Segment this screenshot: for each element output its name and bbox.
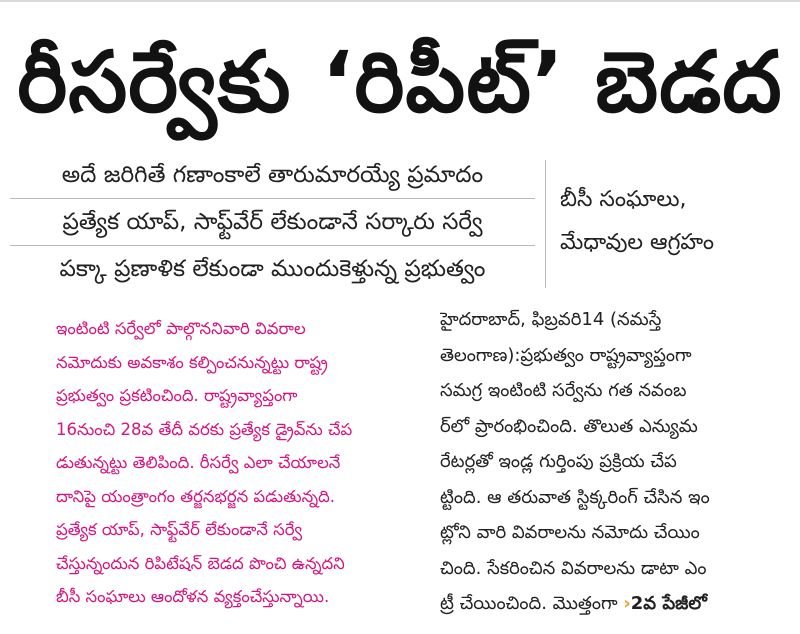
side-kicker-line-2: మేధావుల ఆగ్రహం xyxy=(560,230,715,255)
highlight-line: ప్రత్యేక యాప్, సాఫ్ట్‌వేర్ లేకుండానే సర్వే xyxy=(56,520,303,539)
sub-headline-1: అదే జరిగితే గణాంకాలే తారుమారయ్యే ప్రమాదం xyxy=(61,162,484,188)
body-line: ర్‌లో ప్రారంభించింది. తొలుత ఎన్యుమ xyxy=(440,415,698,437)
body-line: హైదరాబాద్, ఫిబ్రవరి14 (నమస్తే xyxy=(440,309,662,330)
highlight-line: చేస్తున్నందున రిపిటేషన్ బెడద పొంచి ఉన్నదని xyxy=(56,553,345,573)
sub-headline-block xyxy=(0,152,545,292)
highlight-line: ఇంటింటి సర్వేలో పాల్గొననివారి వివరాల xyxy=(56,319,306,338)
body-line: చింది. సేకరించిన వివరాలను డాటా ఎం xyxy=(440,557,707,579)
headline: రీసర్వేకు ‘రిపీట్’ బెడద xyxy=(17,33,783,131)
highlight-line: దానిపై యంత్రాంగం తర్జనభర్జన పడుతున్నది. xyxy=(56,486,336,506)
sub-headline-2: ప్రత్యేక యాప్, సాఫ్ట్‌వేర్ లేకుండానే సర్కారు సర్వే xyxy=(62,209,483,235)
body-line: ట్లోని వారి వివరాలను నమోదు చేయిం xyxy=(440,522,700,543)
chevron-right-icon: › xyxy=(623,593,631,614)
highlight-line: డుతున్నట్టు తెలిపింది. రీసర్వే ఎలా చేయాలనే xyxy=(56,453,341,472)
vertical-divider xyxy=(545,160,546,288)
body-column xyxy=(440,302,770,622)
highlight-line: ప్రభుత్వం ప్రకటించింది. రాష్ట్రవ్యాప్తంగా xyxy=(56,386,298,405)
body-line: ట్టింది. ఆ తరువాత స్టిక్కరింగ్ చేసిన ఇం xyxy=(440,486,710,508)
body-line: రేటర్లతో ఇండ్ల గుర్తింపు ప్రక్రియ చేప xyxy=(440,451,677,472)
body-last-line xyxy=(440,586,770,622)
highlight-line: బీసీ సంఘాలు ఆందోళన వ్యక్తంచేస్తున్నాయి. xyxy=(56,587,330,606)
continued-page-label: 2వ పేజీలో xyxy=(630,593,707,614)
top-rule xyxy=(0,0,800,2)
body-line: సమగ్ర ఇంటింటి సర్వేను గత నవంబ xyxy=(440,380,687,401)
highlight-column xyxy=(56,312,406,614)
body-line: తెలంగాణ):ప్రభుత్వం రాష్ట్రవ్యాప్తంగా xyxy=(440,344,692,366)
highlight-line: నమోదుకు అవకాశం కల్పించనున్నట్టు రాష్ట్ర xyxy=(56,352,328,372)
sub-headline-3: పక్కా ప్రణాళిక లేకుండా ముందుకెళ్తున్న ప్రభుత్వం xyxy=(59,256,486,282)
highlight-line: 16నుంచి 28వ తేదీ వరకు ప్రత్యేక డ్రైవ్‌ను చేప xyxy=(56,419,353,439)
body-last-text: ట్రీ చేయించింది. మొత్తంగా xyxy=(440,593,618,614)
side-kicker-line-1: బీసీ సంఘాలు, xyxy=(560,187,687,212)
side-kicker xyxy=(560,178,790,264)
continued-jump-link[interactable] xyxy=(623,593,707,614)
